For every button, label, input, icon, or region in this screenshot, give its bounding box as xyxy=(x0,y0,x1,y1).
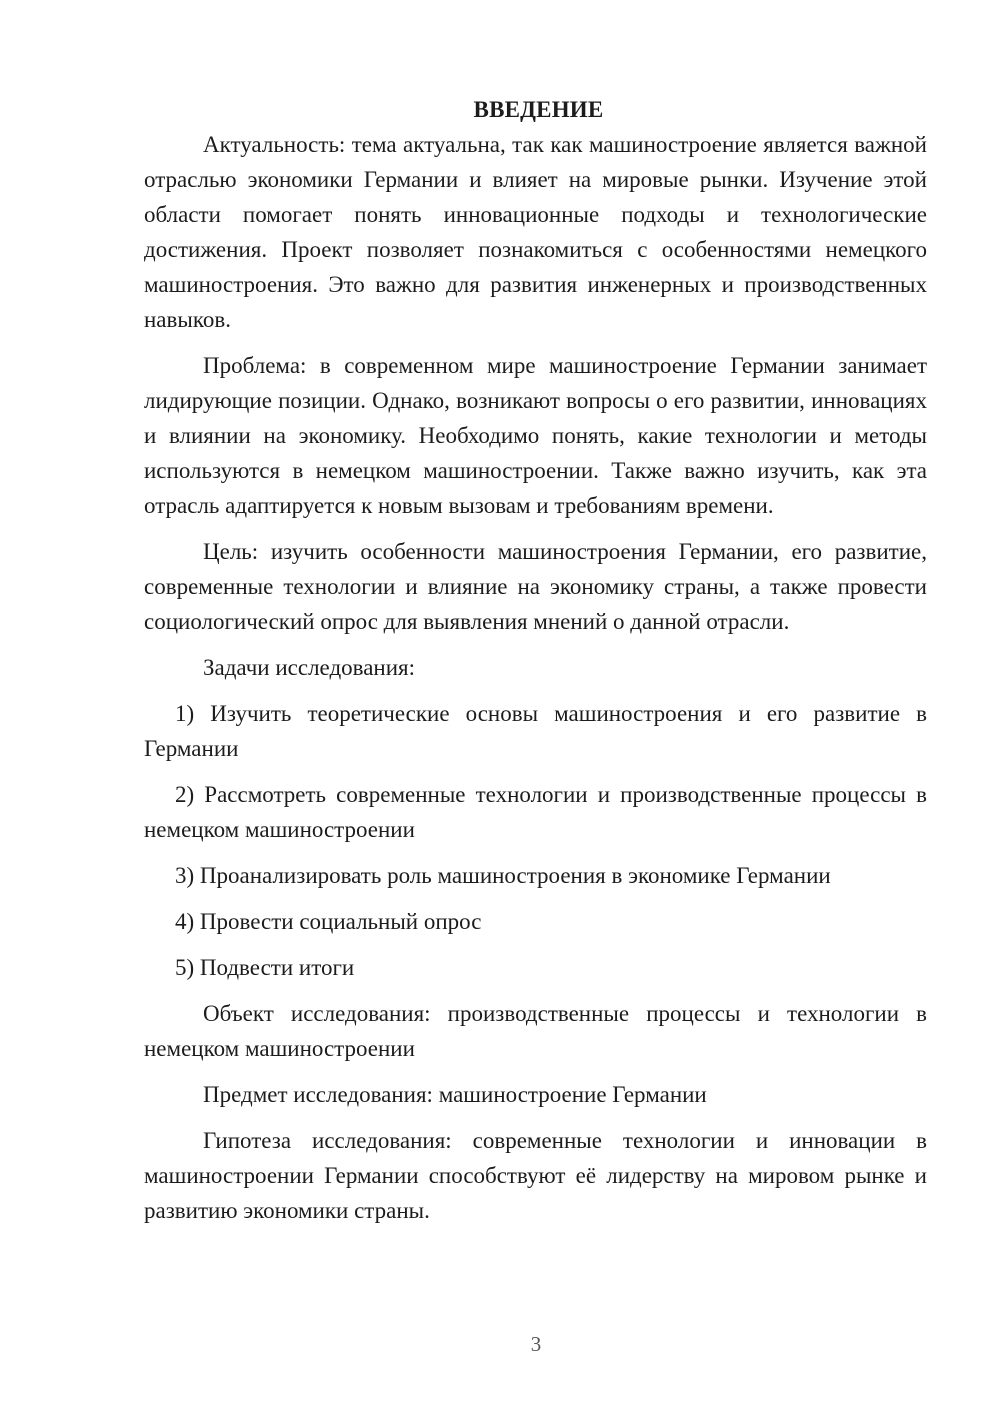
task-item: 1) Изучить теоретические основы машиностроения и его развитие в Германии xyxy=(144,701,927,761)
subject-paragraph: Предмет исследования: машиностроение Германии xyxy=(203,1082,707,1107)
task-item: 2) Рассмотреть современные технологии и производственные процессы в немецком машиностроении xyxy=(144,782,927,842)
task-item: 4) Провести социальный опрос xyxy=(175,909,482,934)
tasks-list xyxy=(144,696,927,985)
section-heading: ВВЕДЕНИЕ xyxy=(473,97,604,122)
task-item: 5) Подвести итоги xyxy=(175,955,355,980)
object-paragraph: Объект исследования: производственные процессы и технологии в немецком машиностроении xyxy=(144,1001,927,1061)
task-item: 3) Проанализировать роль машиностроения в экономике Германии xyxy=(175,863,831,888)
document-page xyxy=(144,92,927,1239)
tasks-heading: Задачи исследования: xyxy=(203,655,416,680)
problem-paragraph: Проблема: в современном мире машиностроение Германии занимает лидирующие позиции. Однако, возникают вопросы о его развитии, инновациях и влиянии на экономику. Необходимо понять, какие технологии и методы используются в немецком машиностроении. Также важно изучить, как эта отрасль адаптируется к новым вызовам и требованиям времени. xyxy=(144,353,927,518)
hypothesis-paragraph: Гипотеза исследования: современные технологии и инновации в машиностроении Германии способствуют её лидерству на мировом рынке и развитию экономики страны. xyxy=(144,1128,927,1223)
goal-paragraph: Цель: изучить особенности машиностроения Германии, его развитие, современные технологии и влияние на экономику страны, а также провести социологический опрос для выявления мнений о данной отрасли. xyxy=(144,539,927,634)
page-number: 3 xyxy=(530,1332,542,1356)
relevance-paragraph: Актуальность: тема актуальна, так как машиностроение является важной отраслью экономики Германии и влияет на мировые рынки. Изучение этой области помогает понять инновационные подходы и технологические достижения. Проект позволяет познакомиться с особенностями немецкого машиностроения. Это важно для развития инженерных и производственных навыков. xyxy=(144,132,927,332)
